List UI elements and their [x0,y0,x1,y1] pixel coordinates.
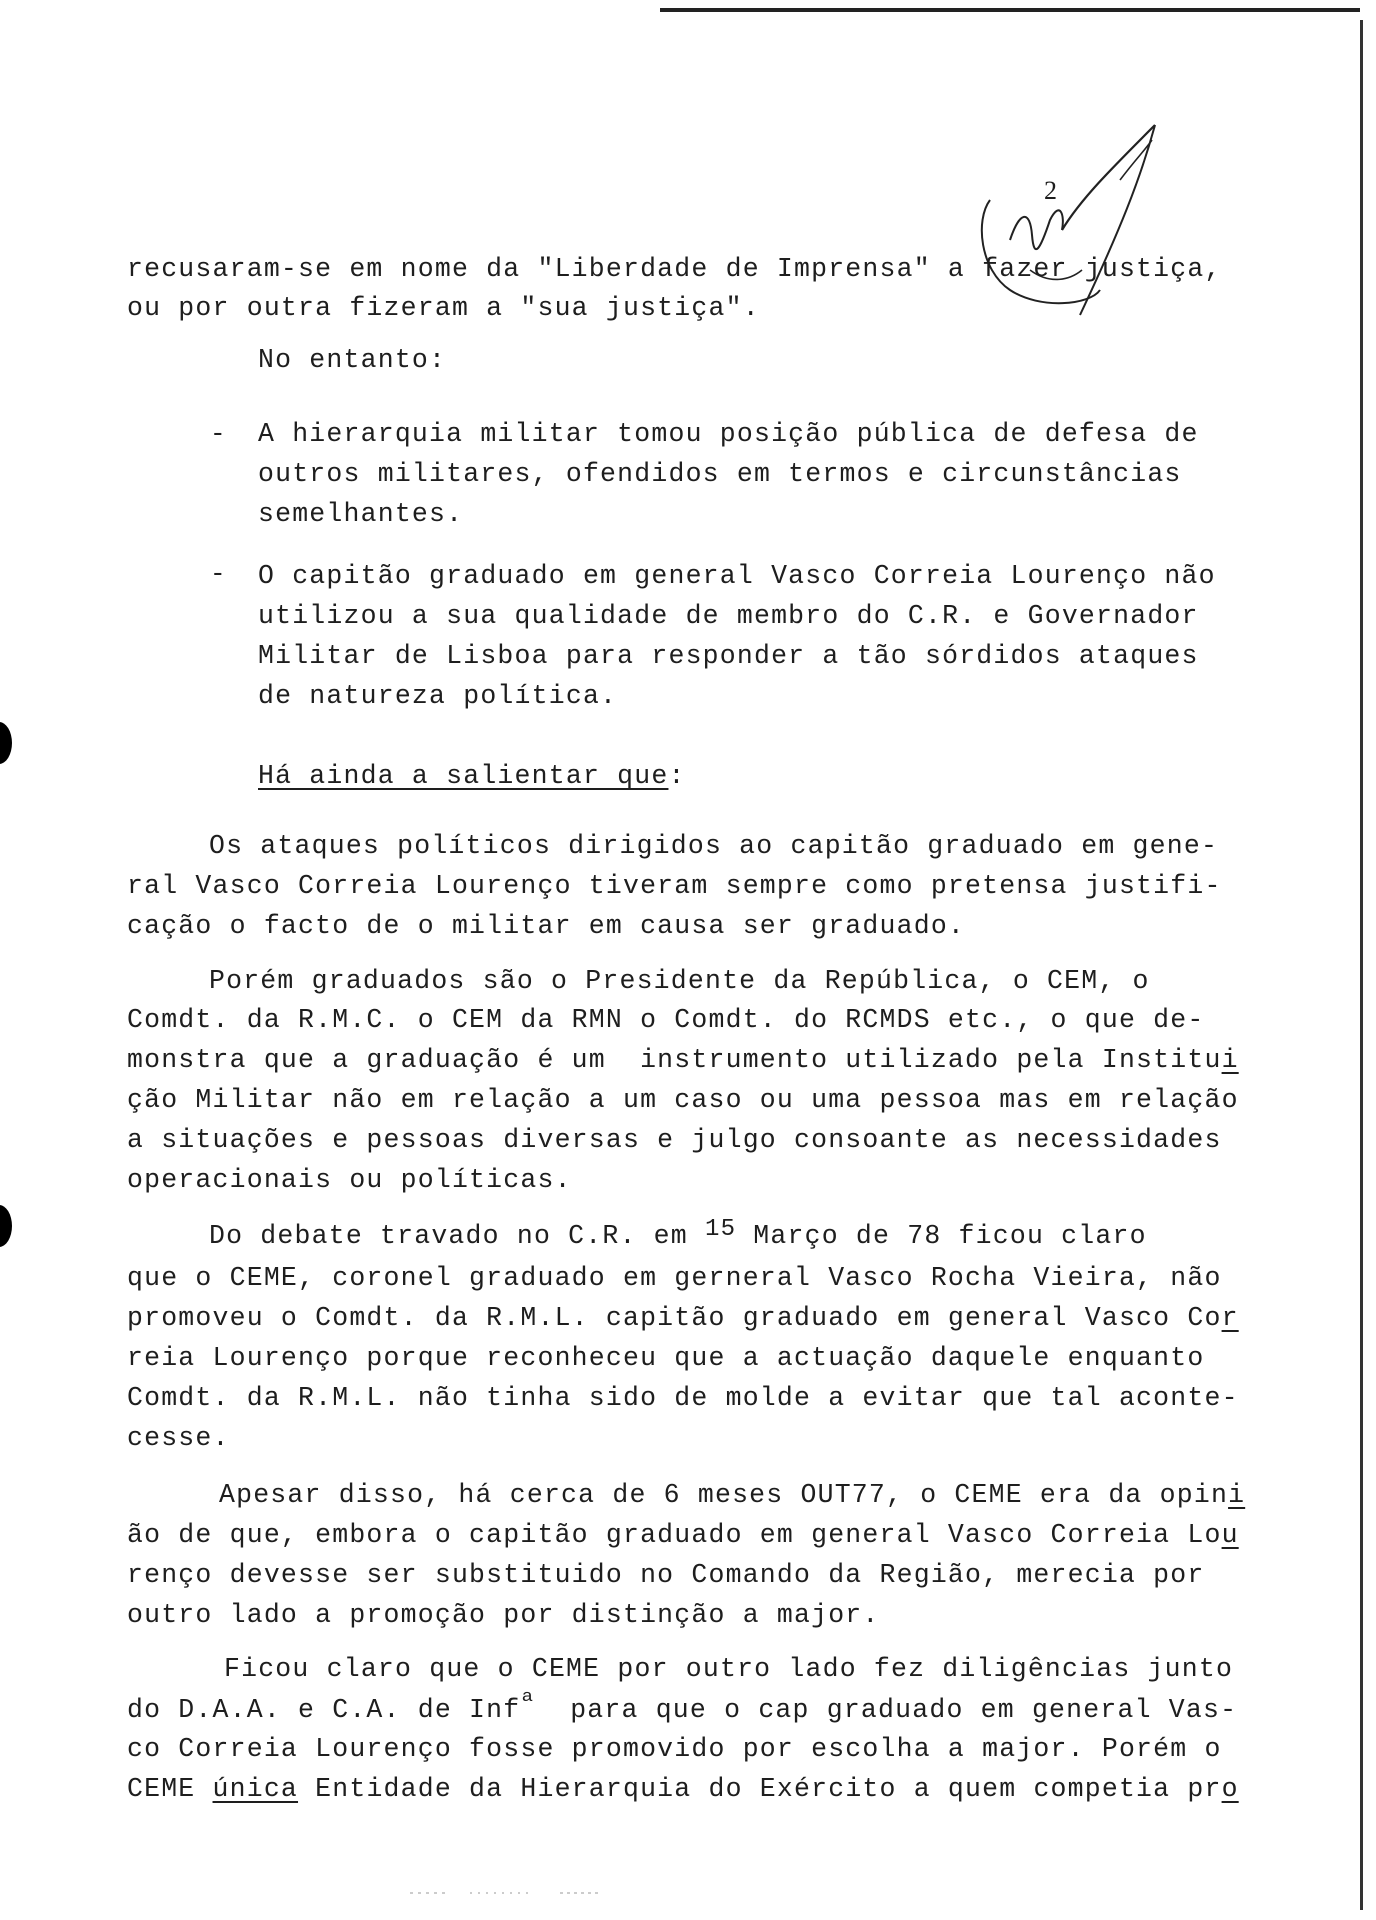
section-heading-text: Há ainda a salientar que [258,761,669,791]
bullet-2-line-3: Militar de Lisboa para responder a tão sórdidos ataques [258,641,1199,671]
intro-line-2: ou por outra fizeram a "sua justiça". [127,293,760,323]
p5-line-4 [127,1776,1239,1803]
bullet-2-line-2: utilizou a sua qualidade de membro do C.R. e Governador [258,601,1199,631]
bullet-dash-1: - [210,419,226,449]
intro-line-1: recusaram-se em nome da "Liberdade de Imprensa" a fazer justiça, [127,254,1222,284]
p2-line-5: a situações e pessoas diversas e julgo consoante as necessidades [127,1125,1222,1155]
p5-line-2 [127,1690,1238,1725]
p5-underlined-letter: o [1221,1774,1239,1804]
p5-line-2-pre: do D.A.A. e C.A. de Inf [127,1695,521,1725]
bullet-2-line-1: O capitão graduado em general Vasco Correia Lourenço não [258,561,1216,591]
p4-line-2 [127,1522,1239,1549]
p5-ordinal-superscript: ª [520,1690,536,1717]
p5-underlined-word: única [212,1774,299,1804]
p5-line-2-post: para que o cap graduado em general Vas- [535,1695,1238,1725]
p3-line-6: cesse. [127,1423,230,1453]
p3-line-1 [209,1216,1147,1251]
p5-line-4-pre: CEME [127,1774,213,1804]
p3-line-1-post: Março de 78 ficou claro [736,1221,1147,1251]
section-heading-colon: : [668,761,686,791]
p2-line-6: operacionais ou políticas. [127,1165,572,1195]
p1-line-1: Os ataques políticos dirigidos ao capitão graduado em gene- [209,831,1219,861]
p4-line-2-text: ão de que, embora o capitão graduado em general Vasco Correia Lo [127,1520,1222,1550]
section-heading [258,763,686,790]
bullet-1-line-1: A hierarquia militar tomou posição pública de defesa de [258,419,1199,449]
p1-line-3: cação o facto de o militar em causa ser graduado. [127,911,966,941]
p4-underlined-letter-2: u [1221,1520,1239,1550]
punch-hole-top [0,722,12,764]
p2-underlined-letter: i [1221,1045,1239,1075]
p4-line-1-text: Apesar disso, há cerca de 6 meses OUT77, o CEME era da opin [219,1480,1229,1510]
p2-line-3 [127,1047,1239,1074]
p4-line-1 [219,1482,1245,1509]
bullet-2-line-4: de natureza política. [258,681,618,711]
scan-noise-marks [410,1890,610,1896]
no-entanto-label: No entanto: [258,345,447,375]
p2-line-4: ção Militar não em relação a um caso ou uma pessoa mas em relação [127,1085,1239,1115]
bullet-dash-2: - [210,559,226,589]
p5-line-1: Ficou claro que o CEME por outro lado fez diligências junto [224,1654,1234,1684]
p3-date-day: 15 [704,1216,737,1243]
right-border-line [1360,20,1363,1910]
bullet-1-line-2: outros militares, ofendidos em termos e circunstâncias [258,459,1182,489]
p4-line-3: renço devesse ser substituido no Comando da Região, merecia por [127,1560,1205,1590]
p3-line-4: reia Lourenço porque reconheceu que a actuação daquele enquanto [127,1343,1205,1373]
page-number: 2 [1044,176,1057,205]
punch-hole-bottom [0,1205,12,1247]
p5-line-4-post: Entidade da Hierarquia do Exército a quem competia pr [298,1774,1222,1804]
p2-line-3-text: monstra que a graduação é um instrumento utilizado pela Institu [127,1045,1222,1075]
p2-line-2: Comdt. da R.M.C. o CEM da RMN o Comdt. do RCMDS etc., o que de- [127,1005,1205,1035]
p3-underlined-letter: r [1221,1303,1239,1333]
p1-line-2: ral Vasco Correia Lourenço tiveram sempre como pretensa justifi- [127,871,1222,901]
p4-line-4: outro lado a promoção por distinção a major. [127,1600,880,1630]
p3-line-1-pre: Do debate travado no C.R. em [209,1221,705,1251]
p3-line-3-text: promoveu o Comdt. da R.M.L. capitão graduado em general Vasco Co [127,1303,1222,1333]
p5-line-3: co Correia Lourenço fosse promovido por escolha a major. Porém o [127,1734,1222,1764]
p3-line-5: Comdt. da R.M.L. não tinha sido de molde a evitar que tal aconte- [127,1383,1239,1413]
p4-underlined-letter-1: i [1228,1480,1246,1510]
bullet-1-line-3: semelhantes. [258,499,464,529]
p3-line-3 [127,1305,1239,1332]
top-border-line [660,8,1360,12]
p2-line-1: Porém graduados são o Presidente da República, o CEM, o [209,966,1150,996]
p3-line-2: que o CEME, coronel graduado em gerneral Vasco Rocha Vieira, não [127,1263,1222,1293]
handwritten-signature [970,120,1170,360]
